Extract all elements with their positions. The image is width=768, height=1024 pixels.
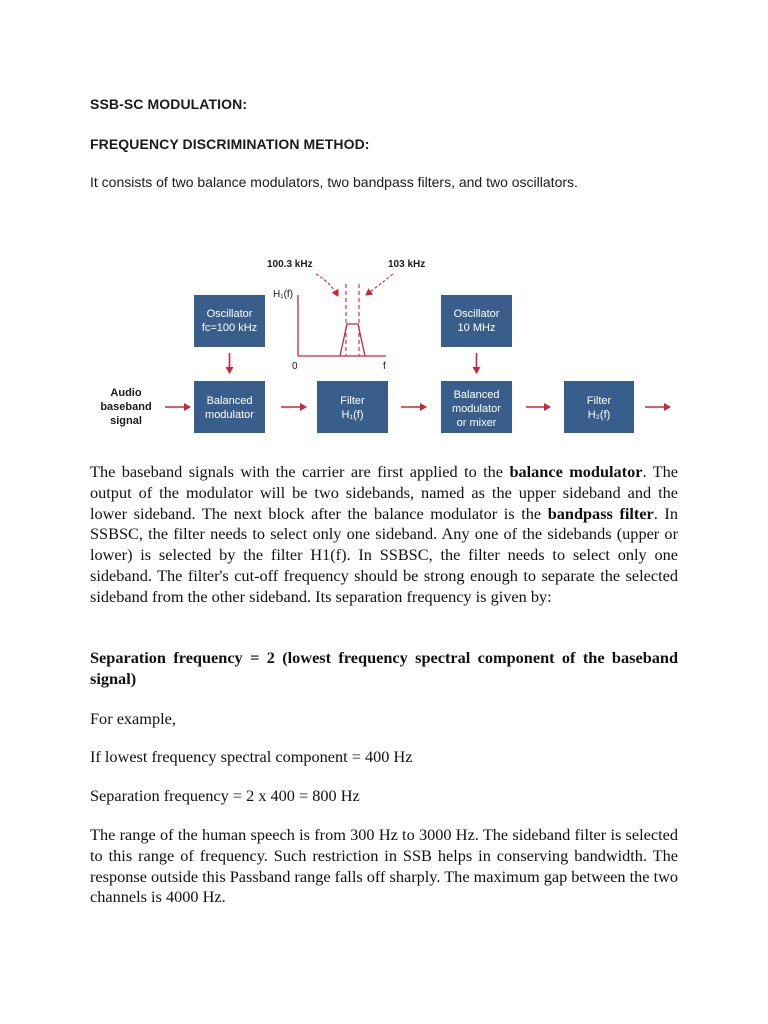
page-title: SSB-SC MODULATION: <box>90 96 248 112</box>
svg-text:or mixer: or mixer <box>456 417 497 429</box>
input-signal-label <box>100 387 151 427</box>
svg-text:signal: signal <box>110 415 142 427</box>
example-label: For example, <box>90 709 176 728</box>
body-paragraph-1: The baseband signals with the carrier are first applied to the balance modulator. The output of the modulator will be two sidebands, named as the upper sideband and the lower sideband. The next block after the balance modulator is the bandpass filter. In SSBSC, the filter needs to select only one sideband. Any one of the sidebands (upper or lower) is selected by the filter H1(f). In SSBSC, the filter needs to select only one sideband. The filter's cut-off frequency should be strong enough to separate the selected sideband from the other sideband. Its separation frequency is given by: <box>90 462 678 606</box>
oscillator-2-block <box>441 295 512 347</box>
intro-text: It consists of two balance modulators, two bandpass filters, and two oscillators. <box>90 174 578 190</box>
filter-response-graph <box>267 259 425 372</box>
example-line-1: If lowest frequency spectral component = 400 Hz <box>90 747 413 766</box>
svg-text:Audio: Audio <box>110 387 142 399</box>
svg-text:Filter: Filter <box>586 395 612 407</box>
graph-y-label: H₁(f) <box>273 289 294 300</box>
section-heading: FREQUENCY DISCRIMINATION METHOD: <box>90 136 370 152</box>
formula-paragraph: Separation frequency = 2 (lowest frequency spectral component of the baseband signal) <box>90 648 678 688</box>
svg-text:Balanced: Balanced <box>206 395 253 407</box>
balanced-modulator-block <box>194 381 265 433</box>
filter-h2-block <box>564 381 634 433</box>
body-paragraph-final: The range of the human speech is from 300 Hz to 3000 Hz. The sideband filter is selected to this range of frequency. Such restriction in SSB helps in conserving bandwidth. The response outside this Passband range falls off sharply. The maximum gap between the two channels is 4000 Hz. <box>90 825 678 907</box>
svg-text:modulator: modulator <box>452 403 501 415</box>
svg-text:modulator: modulator <box>205 409 254 421</box>
svg-text:H₂(f): H₂(f) <box>587 409 611 421</box>
graph-origin-label: 0 <box>292 361 298 372</box>
svg-text:H₁(f): H₁(f) <box>341 409 364 421</box>
svg-text:Oscillator: Oscillator <box>206 308 253 320</box>
block-diagram <box>0 240 768 440</box>
svg-text:10 MHz: 10 MHz <box>457 322 496 334</box>
svg-text:Filter: Filter <box>340 395 365 407</box>
graph-x-label: f <box>383 361 386 372</box>
oscillator-1-block <box>194 295 265 347</box>
balanced-mixer-block <box>441 381 512 433</box>
svg-text:fc=100 kHz: fc=100 kHz <box>201 322 258 334</box>
svg-text:Oscillator: Oscillator <box>453 308 500 320</box>
svg-text:baseband: baseband <box>100 401 152 413</box>
freq-high-label: 103 kHz <box>388 259 426 270</box>
example-line-2: Separation frequency = 2 x 400 = 800 Hz <box>90 786 360 805</box>
svg-text:Balanced: Balanced <box>453 389 500 401</box>
freq-low-label: 100.3 kHz <box>267 259 313 270</box>
filter-h1-block <box>317 381 388 433</box>
